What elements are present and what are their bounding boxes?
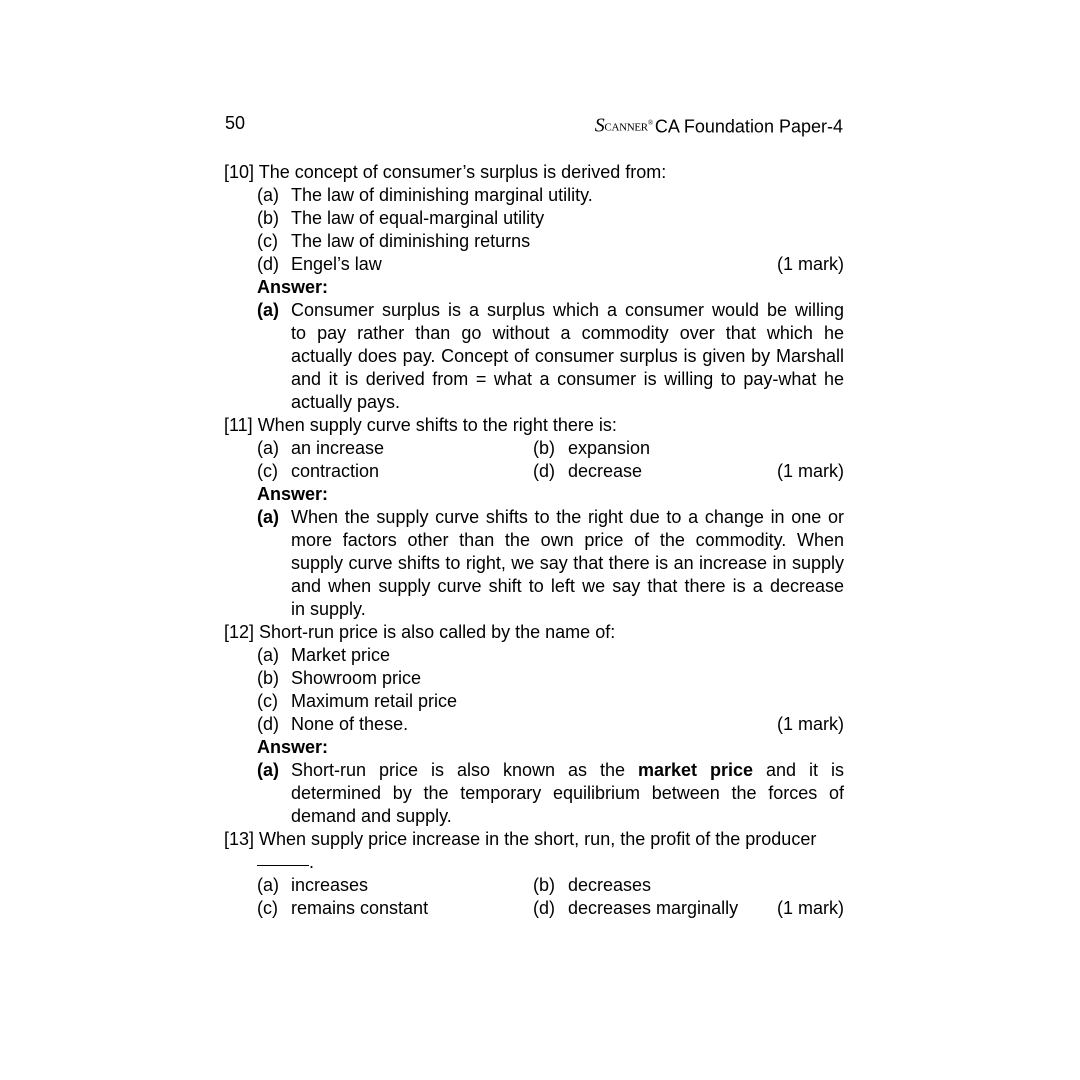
question-stem: [10] The concept of consumer’s surplus is derived from: [224,162,667,182]
option-d: (d) decrease [533,461,643,481]
marks-label: (1 mark) [777,254,844,274]
answer-line: supply curve shifts to right, we say that there is an increase in supply [291,553,844,573]
answer-line: When the supply curve shifts to the right due to a change in one or [291,507,844,527]
option-a: (a) Market price [257,645,391,665]
question-stem: [12] Short-run price is also called by the name of: [224,622,616,642]
answer-emphasis: market price [637,760,754,780]
answer-line: actually does pay. Concept of consumer surplus is given by Marshall [291,346,844,366]
answer-line: to pay rather than go without a commodity over that which he [291,323,844,343]
answer-key: (a) [257,507,279,527]
option-b: (b) The law of equal-marginal utility [257,208,545,228]
option-c: (c) contraction [257,461,380,481]
question-11 [224,414,844,621]
answer-heading: Answer: [257,737,329,757]
page-header [225,112,843,136]
answer-line: in supply. [291,599,366,619]
answer-heading: Answer: [257,484,329,504]
running-header [595,112,843,139]
question-stem: [13] When supply price increase in the short, run, the profit of the producer [224,829,817,849]
option-d: (d) decreases marginally [533,898,739,918]
option-d: (d) Engel’s law [257,254,382,274]
answer-blank [257,865,309,866]
header-title: CA Foundation Paper-4 [654,116,843,137]
answer-line: determined by the temporary equilibrium between the forces of [291,783,844,803]
question-12 [224,621,844,828]
answer-line: actually pays. [291,392,401,412]
answer-line: Consumer surplus is a surplus which a consumer would be willing [291,300,844,320]
answer-line: and it is derived from = what a consumer is willing to pay-what he [291,369,844,389]
question-10 [224,161,844,414]
answer-line: demand and supply. [291,806,452,826]
answer-body [224,506,844,621]
scanner-logo: SCANNER® [594,114,653,137]
question-stem: [11] When supply curve shifts to the right there is: [224,415,617,435]
answer-key: (a) [257,300,279,320]
option-d: (d) None of these. [257,714,409,734]
marks-label: (1 mark) [777,898,844,918]
question-13: [13] When supply price increase in the short, run, the profit of the producer . (a) increases (b) decreases (c) remains constant (d) decreases marginally (1 mark) [224,829,844,918]
marks-label: (1 mark) [777,461,844,481]
answer-key: (a) [257,760,279,780]
option-b: (b) Showroom price [257,668,422,688]
question-content [224,161,844,920]
option-b: (b) decreases [533,875,652,895]
answer-line: Short-run price is also known as the market price and it is [291,760,844,780]
option-a: (a) an increase [257,438,385,458]
marks-label: (1 mark) [777,714,844,734]
page-number: 50 [225,113,246,133]
answer-line: and when supply curve shift to left we say that there is a decrease [291,576,844,596]
answer-heading: Answer: [257,277,329,297]
option-c: (c) Maximum retail price [257,691,458,711]
option-c: (c) remains constant [257,898,429,918]
option-a: (a) The law of diminishing marginal utility. [257,185,593,205]
answer-body [224,759,844,828]
option-a: (a) increases [257,875,369,895]
option-c: (c) The law of diminishing returns [257,231,531,251]
answer-body [224,299,844,414]
option-b: (b) expansion [533,438,651,458]
answer-line: more factors other than the own price of the commodity. When [291,530,844,550]
